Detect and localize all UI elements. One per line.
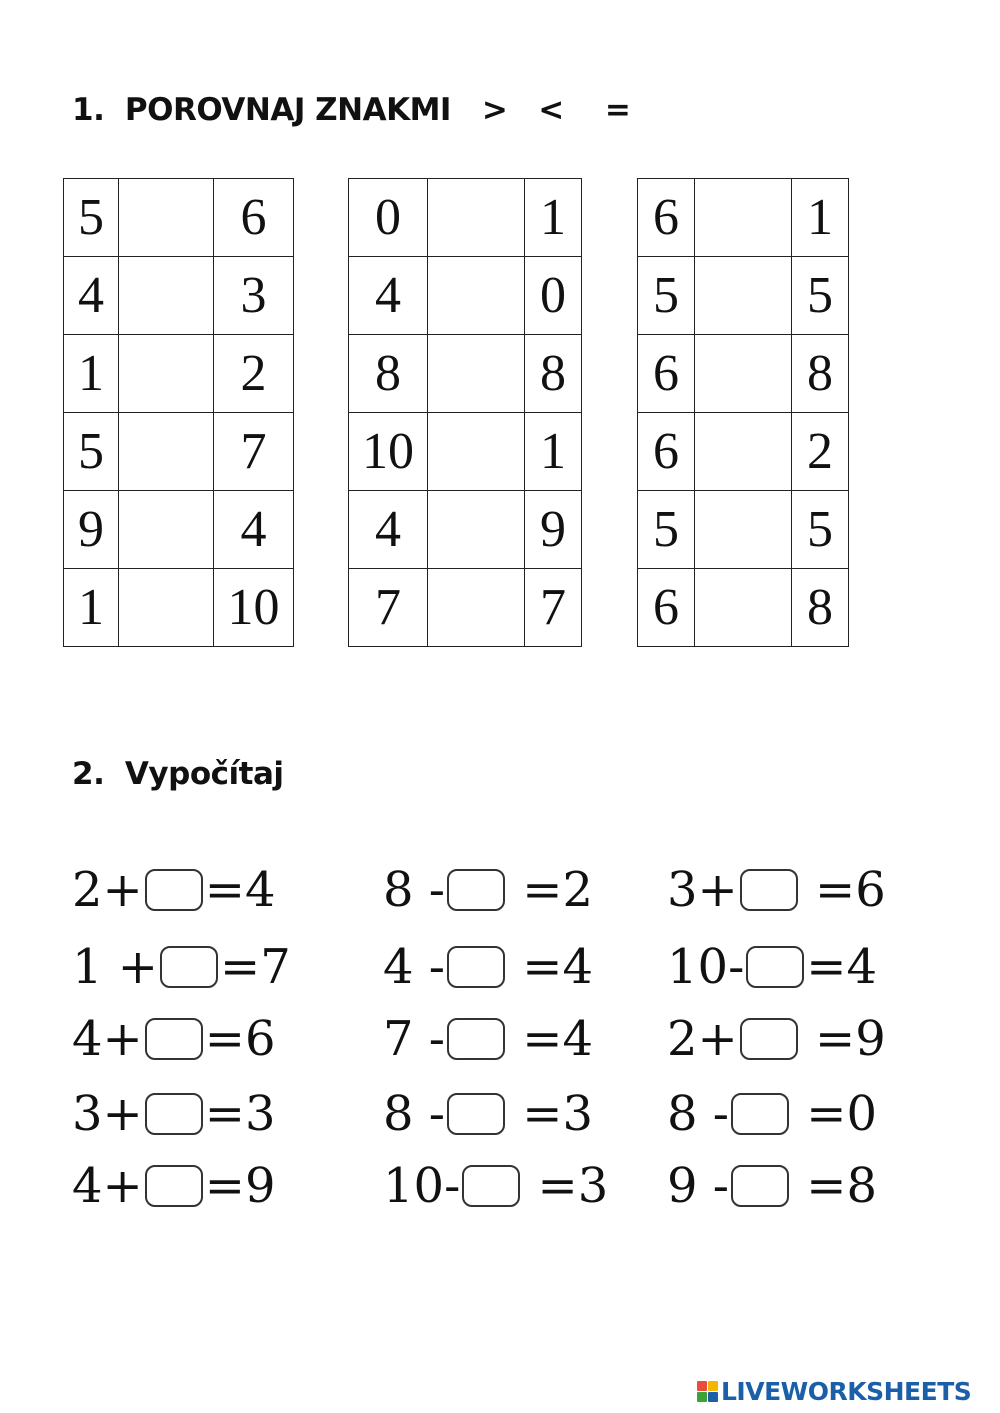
left-number: 7 [349, 569, 428, 647]
equation-left-part: 8 - [383, 1086, 446, 1142]
comparison-answer-cell[interactable] [695, 179, 792, 257]
left-number: 5 [638, 491, 695, 569]
right-number: 1 [525, 179, 582, 257]
logo-square-yellow [708, 1381, 718, 1391]
comparison-answer-cell[interactable] [119, 335, 214, 413]
answer-box[interactable] [145, 1165, 203, 1207]
equation-right-part: =4 [507, 1011, 594, 1067]
compare-row [64, 569, 294, 647]
comparison-answer-cell[interactable] [119, 491, 214, 569]
equation-left-part: 4+ [72, 1158, 143, 1214]
equation-left-part: 4+ [72, 1011, 143, 1067]
equation [72, 1086, 276, 1142]
equation-right-part: =6 [204, 1011, 276, 1067]
answer-box[interactable] [462, 1165, 520, 1207]
compare-row [349, 569, 582, 647]
compare-row [64, 413, 294, 491]
equation-left-part: 8 - [667, 1086, 730, 1142]
answer-box[interactable] [145, 1018, 203, 1060]
right-number: 2 [792, 413, 849, 491]
comparison-answer-cell[interactable] [428, 257, 525, 335]
comparison-answer-cell[interactable] [695, 413, 792, 491]
answer-box[interactable] [740, 1018, 798, 1060]
equation-left-part: 9 - [667, 1158, 730, 1214]
equation-left-part: 3+ [72, 1086, 143, 1142]
compare-table-3 [637, 178, 849, 647]
answer-box[interactable] [740, 869, 798, 911]
equation [667, 1086, 878, 1142]
right-number: 1 [525, 413, 582, 491]
answer-box[interactable] [145, 869, 203, 911]
equation-right-part: =3 [522, 1158, 609, 1214]
logo-square-red [697, 1381, 707, 1391]
equation [383, 862, 594, 918]
left-number: 5 [64, 413, 119, 491]
equation [667, 939, 878, 995]
left-number: 1 [64, 335, 119, 413]
equation-left-part: 4 - [383, 939, 446, 995]
equation-right-part: =8 [791, 1158, 878, 1214]
equation-left-part: 10- [383, 1158, 461, 1214]
right-number: 5 [792, 491, 849, 569]
equation-left-part: 2+ [667, 1011, 738, 1067]
equation-right-part: =9 [799, 1011, 886, 1067]
compare-table-2 [348, 178, 582, 647]
equation-left-part: 8 - [383, 862, 446, 918]
compare-row [638, 413, 849, 491]
left-number: 6 [638, 179, 695, 257]
equation [72, 939, 291, 995]
comparison-answer-cell[interactable] [428, 569, 525, 647]
equation [383, 1011, 594, 1067]
equation [72, 1158, 276, 1214]
left-number: 5 [638, 257, 695, 335]
equation [383, 1086, 594, 1142]
answer-box[interactable] [160, 946, 218, 988]
equation-left-part: 10- [667, 939, 745, 995]
compare-table-1 [63, 178, 294, 647]
answer-box[interactable] [145, 1093, 203, 1135]
equation-left-part: 2+ [72, 862, 143, 918]
comparison-answer-cell[interactable] [428, 413, 525, 491]
compare-row [349, 491, 582, 569]
answer-box[interactable] [447, 869, 505, 911]
equation-left-part: 1 + [72, 939, 159, 995]
equation-right-part: =9 [204, 1158, 276, 1214]
right-number: 4 [214, 491, 294, 569]
right-number: 8 [792, 335, 849, 413]
equation [667, 1158, 878, 1214]
brand-name: LIVEWORKSHEETS [721, 1377, 972, 1406]
left-number: 1 [64, 569, 119, 647]
right-number: 2 [214, 335, 294, 413]
equation-right-part: =4 [204, 862, 276, 918]
right-number: 6 [214, 179, 294, 257]
right-number: 1 [792, 179, 849, 257]
answer-box[interactable] [746, 946, 804, 988]
right-number: 3 [214, 257, 294, 335]
equation-right-part: =3 [204, 1086, 276, 1142]
comparison-answer-cell[interactable] [695, 569, 792, 647]
right-number: 5 [792, 257, 849, 335]
compare-row [64, 257, 294, 335]
compare-row [349, 335, 582, 413]
answer-box[interactable] [447, 946, 505, 988]
left-number: 6 [638, 335, 695, 413]
answer-box[interactable] [731, 1165, 789, 1207]
left-number: 10 [349, 413, 428, 491]
comparison-answer-cell[interactable] [119, 413, 214, 491]
answer-box[interactable] [447, 1018, 505, 1060]
left-number: 5 [64, 179, 119, 257]
compare-row [638, 569, 849, 647]
logo-square-green [697, 1392, 707, 1402]
comparison-answer-cell[interactable] [695, 491, 792, 569]
equation-right-part: =3 [507, 1086, 594, 1142]
answer-box[interactable] [731, 1093, 789, 1135]
left-number: 8 [349, 335, 428, 413]
compare-row [638, 335, 849, 413]
left-number: 4 [349, 491, 428, 569]
comparison-answer-cell[interactable] [428, 179, 525, 257]
compare-row [349, 413, 582, 491]
left-number: 6 [638, 569, 695, 647]
compare-row [64, 491, 294, 569]
answer-box[interactable] [447, 1093, 505, 1135]
left-number: 4 [349, 257, 428, 335]
right-number: 7 [525, 569, 582, 647]
left-number: 4 [64, 257, 119, 335]
compare-row [349, 257, 582, 335]
equation [72, 862, 276, 918]
liveworksheets-logo [697, 1377, 971, 1406]
compare-row [638, 257, 849, 335]
comparison-answer-cell[interactable] [695, 257, 792, 335]
right-number: 7 [214, 413, 294, 491]
compare-row [64, 179, 294, 257]
compare-row [638, 179, 849, 257]
liveworksheets-logo-icon [697, 1381, 718, 1402]
equation-right-part: =4 [507, 939, 594, 995]
right-number: 0 [525, 257, 582, 335]
right-number: 9 [525, 491, 582, 569]
equation [383, 939, 594, 995]
equation [383, 1158, 609, 1214]
equation [667, 862, 886, 918]
equation-left-part: 3+ [667, 862, 738, 918]
right-number: 8 [525, 335, 582, 413]
comparison-answer-cell[interactable] [119, 569, 214, 647]
left-number: 0 [349, 179, 428, 257]
equation [72, 1011, 276, 1067]
comparison-answer-cell[interactable] [428, 491, 525, 569]
comparison-answer-cell[interactable] [119, 179, 214, 257]
compare-row [64, 335, 294, 413]
compare-row [638, 491, 849, 569]
equation-left-part: 7 - [383, 1011, 446, 1067]
logo-square-blue [708, 1392, 718, 1402]
compare-row [349, 179, 582, 257]
right-number: 10 [214, 569, 294, 647]
left-number: 6 [638, 413, 695, 491]
equation-right-part: =6 [799, 862, 886, 918]
equation-right-part: =0 [791, 1086, 878, 1142]
equation-right-part: =4 [806, 939, 878, 995]
equation-right-part: =2 [507, 862, 594, 918]
equation-right-part: =7 [220, 939, 291, 995]
left-number: 9 [64, 491, 119, 569]
comparison-answer-cell[interactable] [119, 257, 214, 335]
comparison-answer-cell[interactable] [428, 335, 525, 413]
section-2-title: 2. Vypočítaj [72, 756, 284, 792]
section-1-title: 1. POROVNAJ ZNAKMI > < = [72, 92, 631, 128]
right-number: 8 [792, 569, 849, 647]
comparison-answer-cell[interactable] [695, 335, 792, 413]
equation [667, 1011, 886, 1067]
